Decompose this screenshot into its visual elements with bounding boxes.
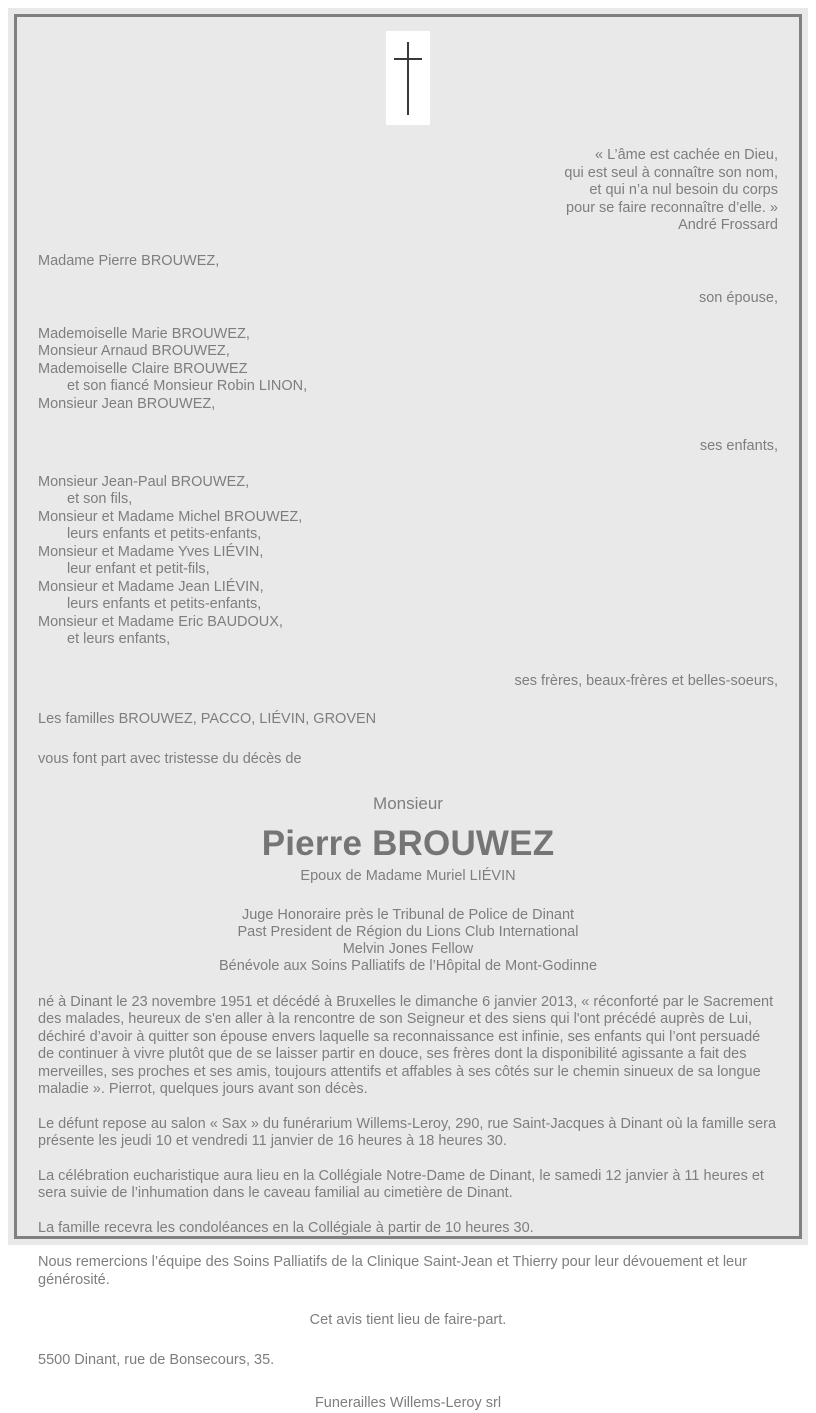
address-line: 5500 Dinant, rue de Bonsecours, 35.	[38, 1351, 275, 1368]
thanks-paragraph: Nous remercions l’équipe des Soins Palliatifs de la Clinique Saint-Jean et Thierry pour leur dévouement et leur générosité.	[38, 1254, 747, 1288]
quote-line: et qui n’a nul besoin du corps	[589, 182, 778, 198]
christian-cross-icon	[386, 31, 430, 125]
funeral-home-name: Funerailles Willems-Leroy srl	[314, 1395, 502, 1411]
deceased-spouse-of: Epoux de Madame Muriel LIÉVIN	[300, 868, 516, 884]
quote-line: « L’âme est cachée en Dieu,	[595, 147, 778, 163]
role-label-spouse: son épouse,	[698, 290, 778, 306]
family-name-line: Monsieur Jean BROUWEZ,	[38, 395, 216, 412]
family-name-line: Monsieur et Madame Yves LIÉVIN,	[38, 543, 264, 560]
faire-part-notice: Cet avis tient lieu de faire-part.	[309, 1312, 507, 1328]
deceased-name: Pierre BROUWEZ	[261, 823, 555, 863]
quote-line: pour se faire reconnaître d’elle. »	[566, 199, 778, 216]
family-name-line: Mademoiselle Claire BROUWEZ	[38, 360, 248, 377]
ceremony-paragraph: La célébration eucharistique aura lieu en la Collégiale Notre-Dame de Dinant, le samedi 12 janvier à 11 heures et sera suivie de l’inhumation dans le caveau familial au cimetière de Dinant.	[38, 1167, 764, 1201]
cross-vertical-bar	[407, 42, 409, 115]
title-line: Bénévole aux Soins Palliatifs de l’Hôpital de Mont-Godinne	[218, 957, 598, 974]
quote-author: André Frossard	[678, 217, 778, 233]
title-line: Juge Honoraire près le Tribunal de Police de Dinant	[241, 906, 575, 923]
quote-line: qui est seul à connaître son nom,	[564, 164, 778, 181]
emblem-container	[38, 29, 778, 125]
family-name-line: Monsieur Arnaud BROUWEZ,	[38, 343, 230, 359]
condolences-paragraph: La famille recevra les condoléances en la Collégiale à partir de 10 heures 30.	[38, 1219, 534, 1236]
family-name-line: Monsieur Jean-Paul BROUWEZ,	[38, 473, 250, 490]
deceased-honorific: Monsieur	[373, 794, 443, 813]
spouse-names-block	[38, 253, 778, 271]
title-line: Melvin Jones Fellow	[342, 940, 474, 957]
family-name-line: Madame Pierre BROUWEZ,	[38, 252, 220, 269]
children-names-block	[38, 326, 778, 414]
cross-horizontal-bar	[394, 58, 422, 60]
family-name-line: Monsieur et Madame Eric BAUDOUX,	[38, 613, 283, 630]
family-name-line: leurs enfants et petits-enfants,	[67, 526, 262, 542]
family-name-line: et son fiancé Monsieur Robin LINON,	[67, 378, 308, 394]
family-name-line: Monsieur et Madame Jean LIÉVIN,	[38, 578, 264, 595]
family-name-line: leurs enfants et petits-enfants,	[67, 596, 262, 612]
epigraph-quote	[38, 147, 778, 235]
notice-content	[17, 17, 799, 1411]
family-name-line: et son fils,	[67, 491, 133, 507]
family-name-line: et leurs enfants,	[67, 631, 171, 647]
family-name-line: leur enfant et petit-fils,	[67, 561, 210, 577]
announcement-line: vous font part avec tristesse du décès de	[38, 750, 302, 767]
families-line: Les familles BROUWEZ, PACCO, LIÉVIN, GROVEN	[38, 711, 377, 727]
role-label-siblings: ses frères, beaux-frères et belles-soeurs,	[514, 672, 778, 689]
biography-paragraph: né à Dinant le 23 novembre 1951 et décédé à Bruxelles le dimanche 6 janvier 2013, « réconforté par le Sacrement des malades, heureux de s'en aller à la rencontre de son Seigneur et des siens qui l'ont précédé auprès de Lui, déchiré d’avoir à quitter son épouse envers laquelle sa reconnaissance est infinie, ses enfants qui l’ont persuadé de continuer à vivre plutôt que de se laisser partir en douce, ses frères dont la disponibilité agissante a fait des merveilles, ses proches et ses amis, toujours attentifs et affables à ses côtés sur le chemin sinueux de sa longue maladie ». Pierrot, quelques jours avant son décès.	[38, 993, 774, 1097]
family-name-line: Mademoiselle Marie BROUWEZ,	[38, 325, 250, 342]
siblings-names-block	[38, 474, 778, 649]
family-name-line: Monsieur et Madame Michel BROUWEZ,	[38, 508, 303, 525]
page-border	[14, 14, 802, 1411]
deceased-titles	[38, 907, 778, 975]
title-line: Past President de Région du Lions Club International	[237, 923, 579, 940]
role-label-children: ses enfants,	[699, 438, 778, 454]
visitation-paragraph: Le défunt repose au salon « Sax » du funérarium Willems-Leroy, 290, rue Saint-Jacques à Dinant où la famille sera présente les jeudi 10 et vendredi 11 janvier de 16 heures à 18 heures 30.	[38, 1115, 777, 1149]
